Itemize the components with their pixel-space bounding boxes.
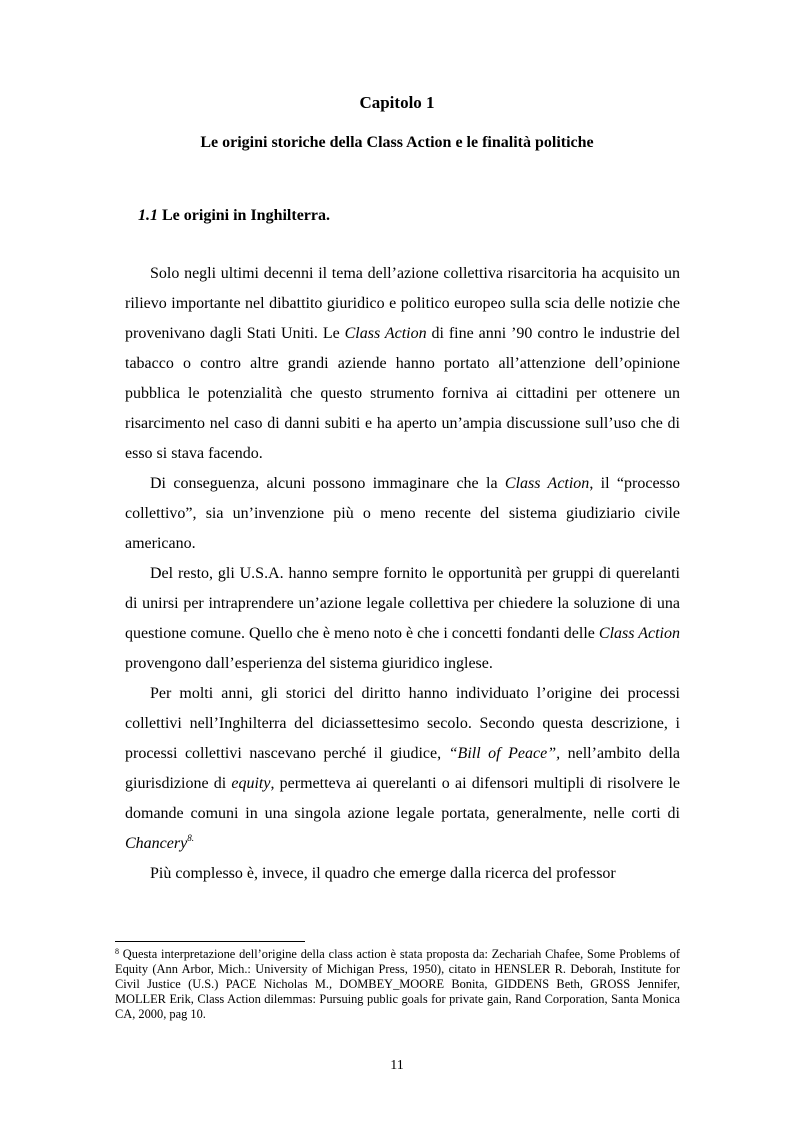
footnote (115, 947, 680, 1022)
footnote-text: Questa interpretazione dell’origine della class action è stata proposta da: Zechariah Chafee, Some Problems of Equity (Ann Arbor, Mich.: University of Michigan Press, 1950), citato in HENSLER R. Deborah, Institute for Civil Justice (U.S.) PACE Nicholas M., DOMBEY_MOORE Bonita, GIDDENS Beth, GROSS Jennifer, MOLLER Erik, Class Action dilemmas: Pursuing public goals for private gain, Rand Corporation, Santa Monica CA, 2000, pag 10. (115, 947, 680, 1021)
paragraph: Del resto, gli U.S.A. hanno sempre fornito le opportunità per gruppi di querelanti di unirsi per intraprendere un’azione legale collettiva per chiedere la soluzione di una questione comune. Quello che è meno noto è che i concetti fondanti delle Class Action provengono dall’esperienza del sistema giuridico inglese. (125, 565, 680, 672)
page-number: 11 (390, 1058, 404, 1073)
section-heading (138, 207, 330, 225)
footnote-reference: 8. (187, 833, 194, 843)
paragraph: Di conseguenza, alcuni possono immaginare che la Class Action, il “processo collettivo”, sia un’invenzione più o meno recente del sistema giudiziario civile americano. (125, 475, 680, 552)
body-text (125, 259, 680, 889)
footnote-separator (115, 941, 305, 942)
footnote-marker: 8 (115, 947, 119, 956)
section-number: 1.1 (138, 207, 158, 224)
paragraph: Più complesso è, invece, il quadro che emerge dalla ricerca del professor (150, 865, 616, 882)
chapter-heading: Capitolo 1 (359, 93, 435, 112)
paragraph: Per molti anni, gli storici del diritto hanno individuato l’origine dei processi collettivi nell’Inghilterra del diciassettesimo secolo. Secondo questa descrizione, i processi collettivi nascevano perché il giudice, “Bill of Peace”, nell’ambito della giurisdizione di equity, permetteva ai querelanti o ai difensori multipli di risolvere le domande comuni in una singola azione legale portata, generalmente, nelle corti di Chancery$^{8.}$ (125, 685, 681, 852)
paragraph: Solo negli ultimi decenni il tema dell’azione collettiva risarcitoria ha acquisito un rilievo importante nel dibattito giuridico e politico europeo sulla scia delle notizie che provenivano dagli Stati Uniti. Le Class Action di fine anni ’90 contro le industrie del tabacco o contro altre grandi aziende hanno portato all’attenzione dell’opinione pubblica le potenzialità che questo strumento forniva ai cittadini per ottenere un risarcimento nel caso di danni subiti e ha aperto un’ampia discussione sull’uso che di esso si stava facendo. (125, 265, 681, 462)
section-title: Le origini in Inghilterra. (162, 207, 330, 224)
chapter-subtitle: Le origini storiche della Class Action e le finalità politiche (200, 134, 594, 151)
